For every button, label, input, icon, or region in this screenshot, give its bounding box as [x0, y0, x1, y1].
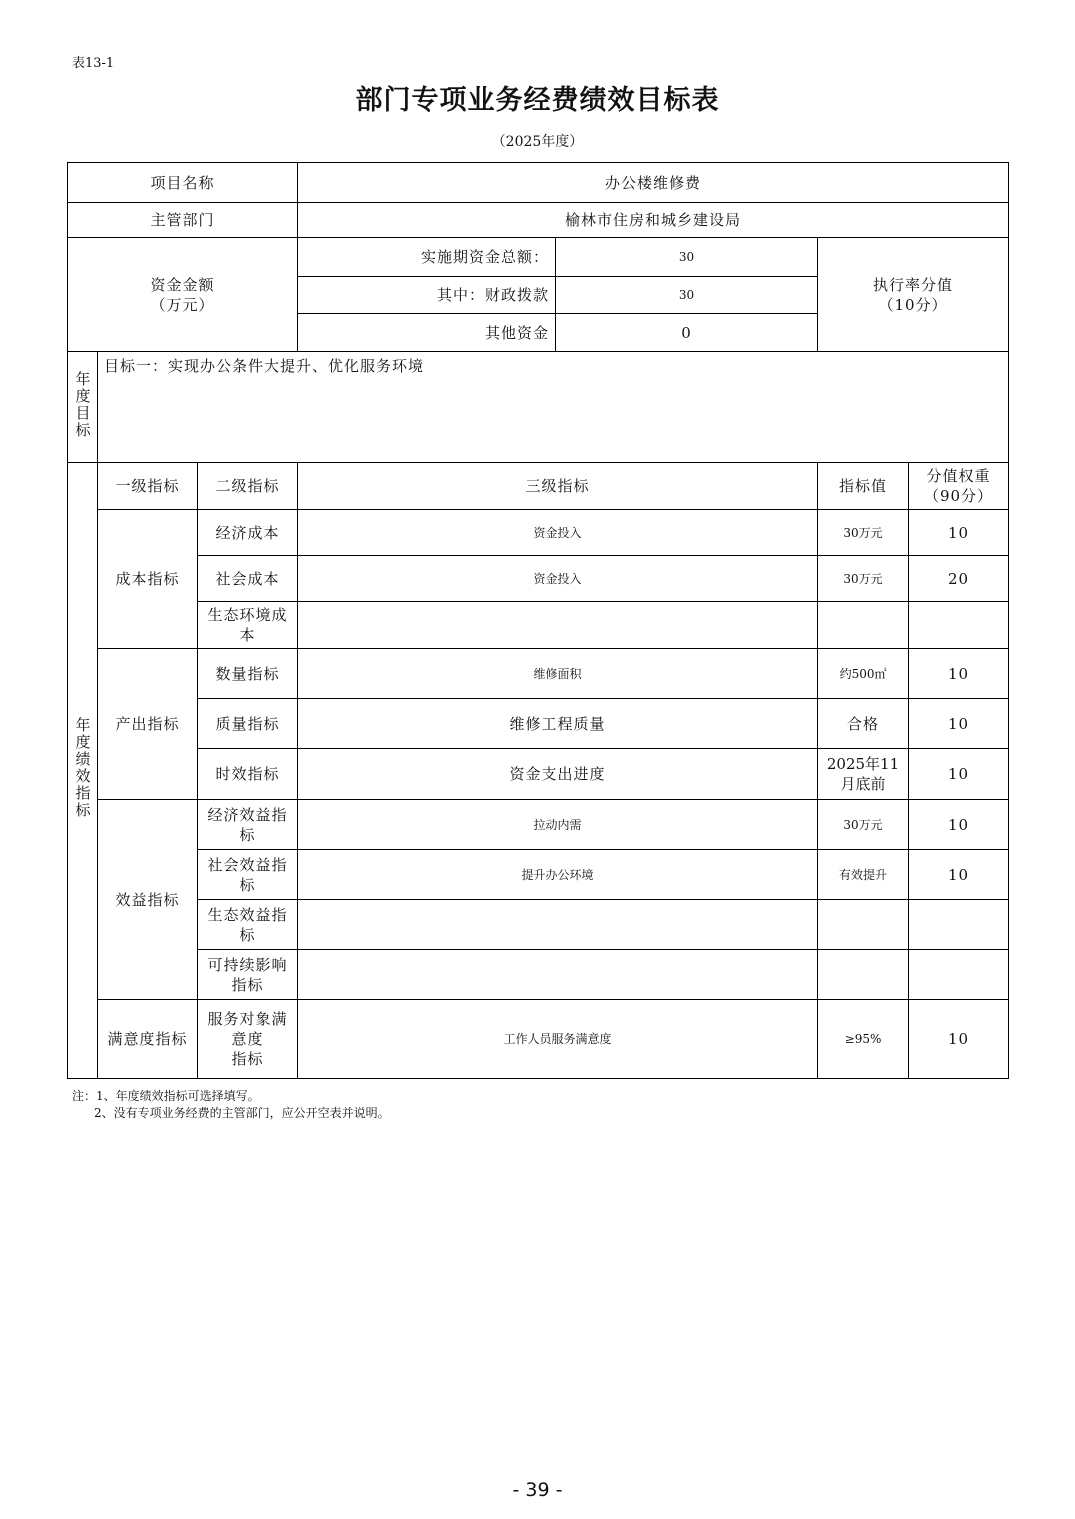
notes	[72, 1088, 390, 1122]
funds-total-row	[68, 238, 1009, 277]
indicators-side-label: 年度绩效指标	[73, 717, 92, 819]
level3-cell	[298, 950, 818, 1000]
satisfaction-indicator-label: 满意度指标	[98, 1000, 198, 1079]
weight-cell: 10	[909, 510, 1009, 556]
header-level3: 三级指标	[298, 463, 818, 510]
weight-cell	[909, 602, 1009, 649]
level3-cell	[298, 602, 818, 649]
table-row	[68, 649, 1009, 699]
benefit-indicator-label: 效益指标	[98, 800, 198, 1000]
level2-cell: 生态环境成本	[198, 602, 298, 649]
level2-cell: 社会成本	[198, 556, 298, 602]
level2-cell: 数量指标	[198, 649, 298, 699]
document-year: （2025年度）	[491, 134, 584, 150]
level3-cell	[298, 900, 818, 950]
table-row	[68, 510, 1009, 556]
value-cell: 有效提升	[818, 850, 909, 900]
department-row	[68, 203, 1009, 238]
department-label: 主管部门	[68, 203, 298, 238]
level2-cell: 质量指标	[198, 699, 298, 749]
funds-fiscal-value: 30	[556, 277, 818, 314]
annual-goal-label: 年度目标	[73, 370, 92, 439]
table-row	[68, 950, 1009, 1000]
level2-cell: 经济成本	[198, 510, 298, 556]
level3-cell: 维修面积	[298, 649, 818, 699]
level3-cell: 工作人员服务满意度	[298, 1000, 818, 1079]
page-number: - 39 -	[512, 1479, 563, 1501]
table-row	[68, 556, 1009, 602]
project-name-label: 项目名称	[68, 163, 298, 203]
note-line-2: 2、没有专项业务经费的主管部门，应公开空表并说明。	[94, 1106, 390, 1120]
value-cell: 约500㎡	[818, 649, 909, 699]
funds-total-value: 30	[556, 238, 818, 277]
table-row	[68, 602, 1009, 649]
weight-cell	[909, 900, 1009, 950]
level2-cell: 可持续影响 指标	[198, 950, 298, 1000]
value-cell	[818, 602, 909, 649]
project-name-row	[68, 163, 1009, 203]
table-row	[68, 1000, 1009, 1079]
document-title: 部门专项业务经费绩效目标表	[355, 85, 720, 116]
weight-cell: 20	[909, 556, 1009, 602]
level3-cell: 资金投入	[298, 510, 818, 556]
weight-cell	[909, 950, 1009, 1000]
level3-cell: 资金支出进度	[298, 749, 818, 800]
output-indicator-label: 产出指标	[98, 649, 198, 800]
weight-cell: 10	[909, 850, 1009, 900]
annual-goal-text: 目标一：实现办公条件大提升、优化服务环境	[98, 352, 1009, 463]
header-value: 指标值	[818, 463, 909, 510]
funds-other-value: 0	[556, 314, 818, 352]
level2-cell: 社会效益指 标	[198, 850, 298, 900]
weight-cell: 10	[909, 649, 1009, 699]
indicator-header-row	[68, 463, 1009, 510]
cost-indicator-label: 成本指标	[98, 510, 198, 649]
weight-cell: 10	[909, 749, 1009, 800]
funds-fiscal-label: 其中：财政拨款	[298, 277, 556, 314]
project-name-value: 办公楼维修费	[298, 163, 1009, 203]
weight-cell: 10	[909, 699, 1009, 749]
level3-cell: 拉动内需	[298, 800, 818, 850]
level2-cell: 服务对象满 意度 指标	[198, 1000, 298, 1079]
exec-rate-label: 执行率分值 （10分）	[818, 238, 1009, 352]
table-code: 表13-1	[72, 56, 115, 71]
annual-goal-row	[68, 352, 1009, 463]
level2-cell: 生态效益指 标	[198, 900, 298, 950]
department-value: 榆林市住房和城乡建设局	[298, 203, 1009, 238]
table-row	[68, 800, 1009, 850]
table-row	[68, 900, 1009, 950]
value-cell: ≥95%	[818, 1000, 909, 1079]
value-cell: 30万元	[818, 556, 909, 602]
performance-table	[67, 162, 1009, 1079]
level3-cell: 维修工程质量	[298, 699, 818, 749]
note-line-1: 注：1、年度绩效指标可选择填写。	[72, 1089, 260, 1103]
table-row	[68, 699, 1009, 749]
header-weight: 分值权重 （90分）	[909, 463, 1009, 510]
value-cell: 合格	[818, 699, 909, 749]
funds-total-label: 实施期资金总额：	[298, 238, 556, 277]
weight-cell: 10	[909, 800, 1009, 850]
value-cell: 30万元	[818, 800, 909, 850]
level3-cell: 资金投入	[298, 556, 818, 602]
funds-label: 资金金额 （万元）	[68, 238, 298, 352]
level3-cell: 提升办公环境	[298, 850, 818, 900]
value-cell	[818, 950, 909, 1000]
level2-cell: 经济效益指 标	[198, 800, 298, 850]
annual-goal-label-cell	[68, 352, 98, 463]
value-cell: 2025年11 月底前	[818, 749, 909, 800]
value-cell: 30万元	[818, 510, 909, 556]
header-level1: 一级指标	[98, 463, 198, 510]
funds-other-label: 其他资金	[298, 314, 556, 352]
table-row	[68, 749, 1009, 800]
level2-cell: 时效指标	[198, 749, 298, 800]
weight-cell: 10	[909, 1000, 1009, 1079]
indicators-side-label-cell	[68, 463, 98, 1079]
value-cell	[818, 900, 909, 950]
header-level2: 二级指标	[198, 463, 298, 510]
table-row	[68, 850, 1009, 900]
